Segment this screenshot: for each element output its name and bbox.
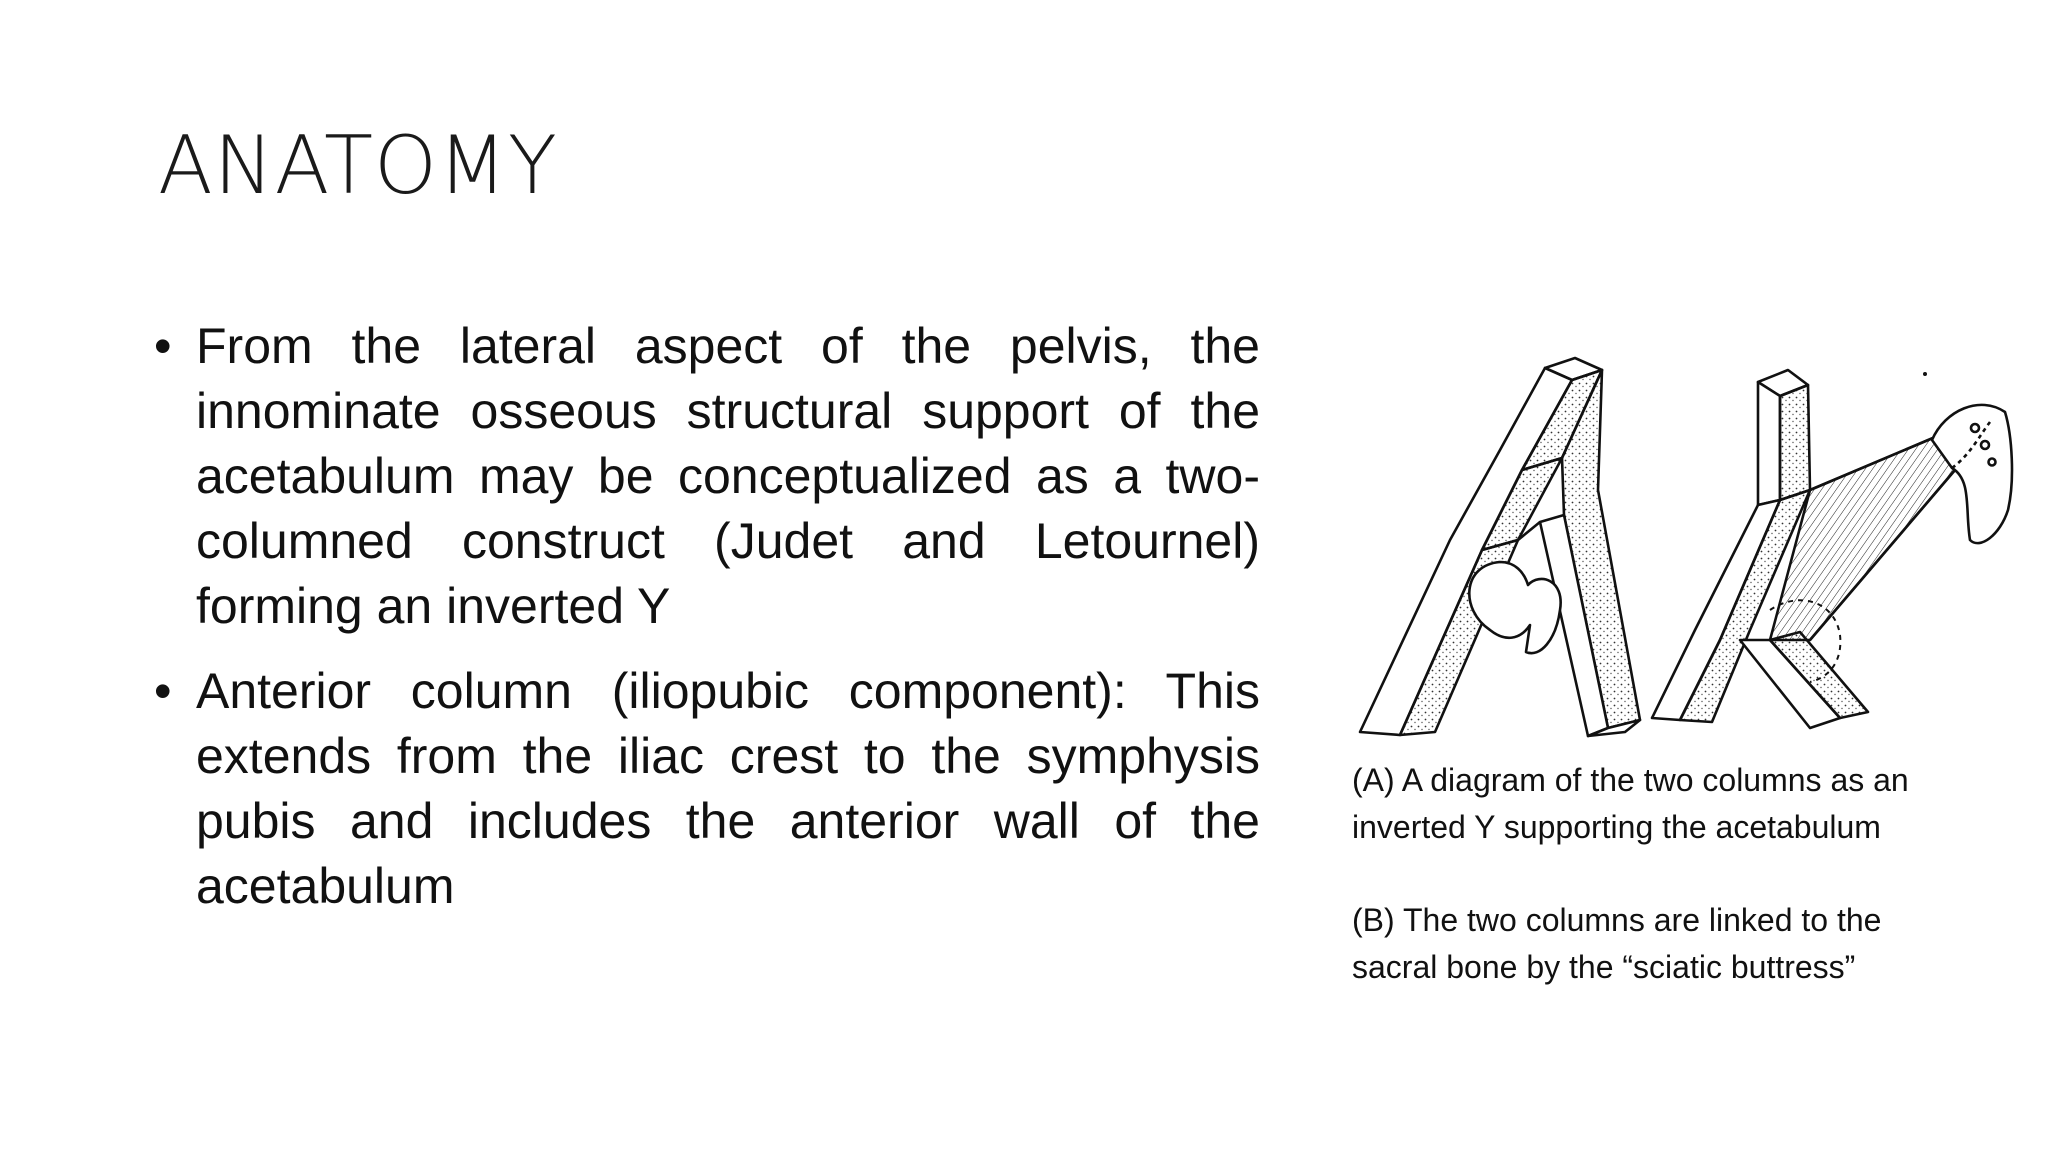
bullet-marker: • bbox=[154, 663, 172, 719]
bullet-item bbox=[150, 659, 1260, 919]
two-column-pelvis-diagram-icon bbox=[1340, 340, 2020, 740]
caption-b-line-1: (B) The two columns are linked to the bbox=[1352, 902, 1882, 938]
caption-a-line-2: inverted Y supporting the acetabulum bbox=[1352, 809, 1881, 845]
bullet-list bbox=[150, 314, 1260, 939]
figure-b-sciatic-buttress bbox=[1652, 370, 2012, 728]
bullet-marker: • bbox=[154, 318, 172, 374]
bullet-item bbox=[150, 314, 1260, 639]
bullet-text: Anterior column (iliopubic component): This extends from the iliac crest to the symphysis pubis and includes the anterior wall of the acetabulum bbox=[196, 663, 1260, 914]
slide-title: ANATOMY bbox=[158, 119, 558, 212]
caption-a-line-1: (A) A diagram of the two columns as an bbox=[1352, 762, 1909, 798]
figure-caption bbox=[1352, 757, 2012, 991]
caption-spacer bbox=[1352, 851, 2012, 897]
caption-b-line-2: sacral bone by the “sciatic buttress” bbox=[1352, 949, 1856, 985]
bullet-text: From the lateral aspect of the pelvis, the innominate osseous structural support of the acetabulum may be conceptualized as a two-columned construct (Judet and Letournel) forming an inverted Y bbox=[196, 318, 1260, 634]
figure-a-inverted-y bbox=[1360, 358, 1640, 736]
